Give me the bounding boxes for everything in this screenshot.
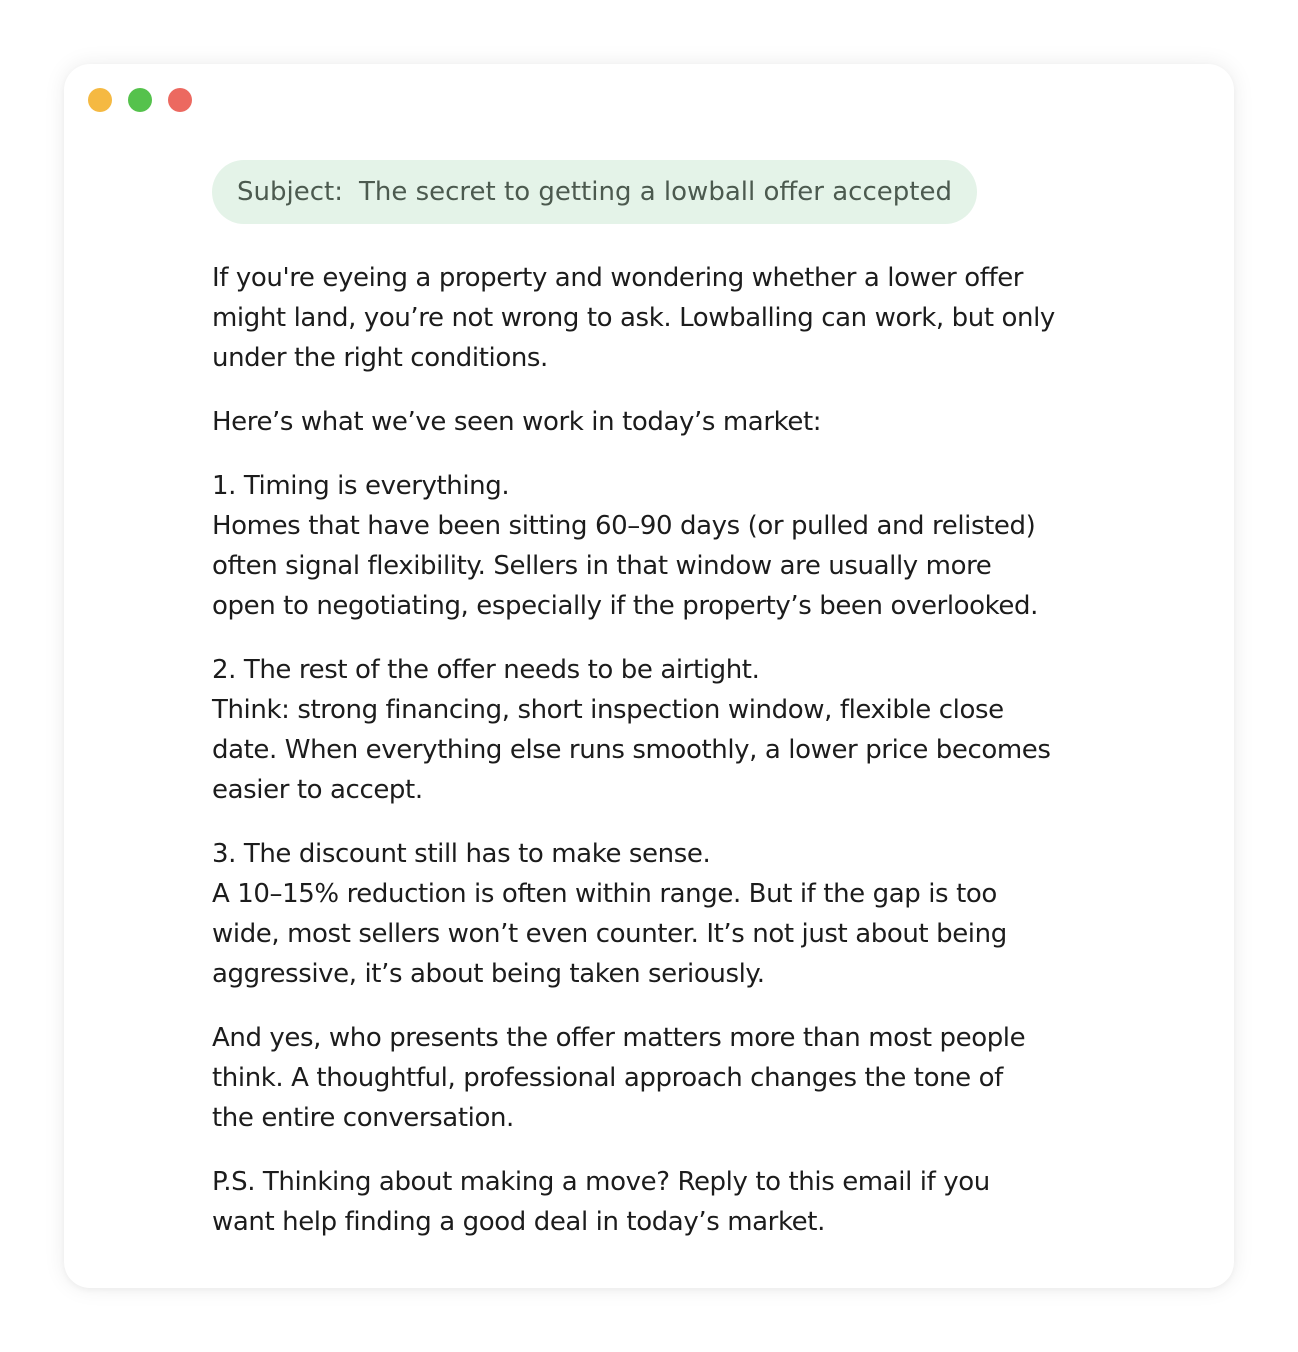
paragraph-line: Homes that have been sitting 60–90 days (or pulled and relisted)	[212, 511, 1036, 541]
paragraph-line: A 10–15% reduction is often within range. But if the gap is too	[212, 879, 997, 909]
email-paragraph	[212, 466, 1112, 626]
paragraph-line: P.S. Thinking about making a move? Reply to this email if you	[212, 1167, 990, 1197]
email-paragraph	[212, 650, 1112, 810]
email-window	[64, 64, 1234, 1288]
paragraph-line: wide, most sellers won’t even counter. It’s not just about being	[212, 919, 1007, 949]
minimize-button[interactable]	[88, 88, 112, 112]
paragraph-line: And yes, who presents the offer matters more than most people	[212, 1023, 1026, 1053]
paragraph-line: often signal flexibility. Sellers in that window are usually more	[212, 551, 992, 581]
window-controls	[88, 88, 192, 112]
subject-line	[212, 160, 977, 224]
maximize-button[interactable]	[128, 88, 152, 112]
paragraph-line: Here’s what we’ve seen work in today’s market:	[212, 407, 822, 437]
subject-label: Subject:	[237, 177, 343, 207]
paragraph-line: the entire conversation.	[212, 1103, 514, 1133]
paragraph-line: 3. The discount still has to make sense.	[212, 839, 711, 869]
email-paragraph	[212, 402, 1112, 442]
email-paragraph	[212, 1162, 1112, 1242]
paragraph-line: easier to accept.	[212, 775, 423, 805]
paragraph-line: date. When everything else runs smoothly, a lower price becomes	[212, 735, 1051, 765]
paragraph-line: think. A thoughtful, professional approach changes the tone of	[212, 1063, 1003, 1093]
paragraph-line: open to negotiating, especially if the property’s been overlooked.	[212, 591, 1038, 621]
email-paragraph	[212, 1018, 1112, 1138]
paragraph-line: Think: strong financing, short inspection window, flexible close	[212, 695, 1004, 725]
close-button[interactable]	[168, 88, 192, 112]
email-paragraph	[212, 258, 1112, 378]
email-body	[212, 258, 1112, 1266]
paragraph-line: under the right conditions.	[212, 343, 548, 373]
paragraph-line: aggressive, it’s about being taken seriously.	[212, 959, 765, 989]
paragraph-line: If you're eyeing a property and wondering whether a lower offer	[212, 263, 1024, 293]
email-paragraph	[212, 834, 1112, 994]
paragraph-line: 1. Timing is everything.	[212, 471, 510, 501]
paragraph-line: might land, you’re not wrong to ask. Lowballing can work, but only	[212, 303, 1055, 333]
paragraph-line: 2. The rest of the offer needs to be airtight.	[212, 655, 760, 685]
paragraph-line: want help finding a good deal in today’s market.	[212, 1207, 825, 1237]
subject-text: The secret to getting a lowball offer accepted	[358, 177, 952, 207]
